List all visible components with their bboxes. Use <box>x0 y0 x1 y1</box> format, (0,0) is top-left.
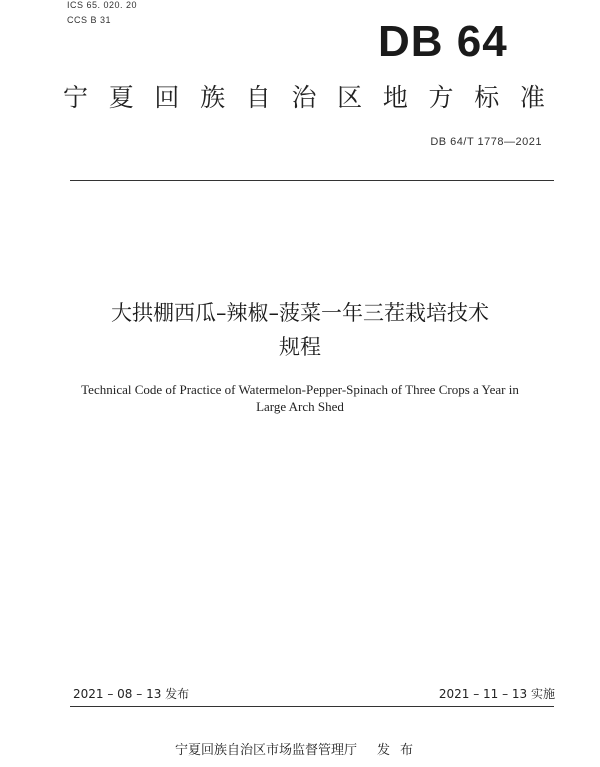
standard-number: DB 64/T 1778—2021 <box>430 136 542 148</box>
implementation-date: 2021 – 11 – 13 实施 <box>438 687 555 701</box>
standard-class-char: 自 <box>245 83 271 112</box>
standard-class-char: 区 <box>337 83 363 112</box>
title-english-line-2: Large Arch Shed <box>256 399 344 414</box>
standard-class-title <box>63 82 545 114</box>
standard-class-char: 夏 <box>108 83 134 112</box>
standard-class-char: 地 <box>382 83 408 112</box>
title-chinese-line-1: 大拱棚西瓜–辣椒–菠菜一年三茬栽培技术 <box>111 301 489 325</box>
header-divider <box>70 180 554 181</box>
footer-divider <box>70 706 554 707</box>
publisher-line <box>175 742 423 759</box>
title-chinese <box>0 296 600 364</box>
issue-date: 2021 – 08 – 13 发布 <box>73 687 190 701</box>
title-chinese-line-2: 规程 <box>279 335 321 359</box>
title-english-line-1: Technical Code of Practice of Watermelon-Pepper-Spinach of Three Crops a Year in <box>81 382 519 397</box>
publisher-name: 宁夏回族自治区市场监督管理厅 <box>175 743 358 758</box>
standard-class-char: 方 <box>428 83 454 112</box>
standard-class-char: 准 <box>519 83 545 112</box>
title-english <box>0 381 600 415</box>
standard-class-char: 族 <box>200 83 226 112</box>
standard-class-char: 宁 <box>63 83 89 112</box>
ccs-code: CCS B 31 <box>67 15 112 25</box>
standard-class-char: 回 <box>154 83 180 112</box>
db-logo: DB 64 <box>378 17 508 66</box>
standard-class-char: 标 <box>474 83 500 112</box>
publish-label: 发布 <box>377 743 424 758</box>
ics-code: ICS 65. 020. 20 <box>67 0 138 10</box>
standard-class-char: 治 <box>291 83 317 112</box>
